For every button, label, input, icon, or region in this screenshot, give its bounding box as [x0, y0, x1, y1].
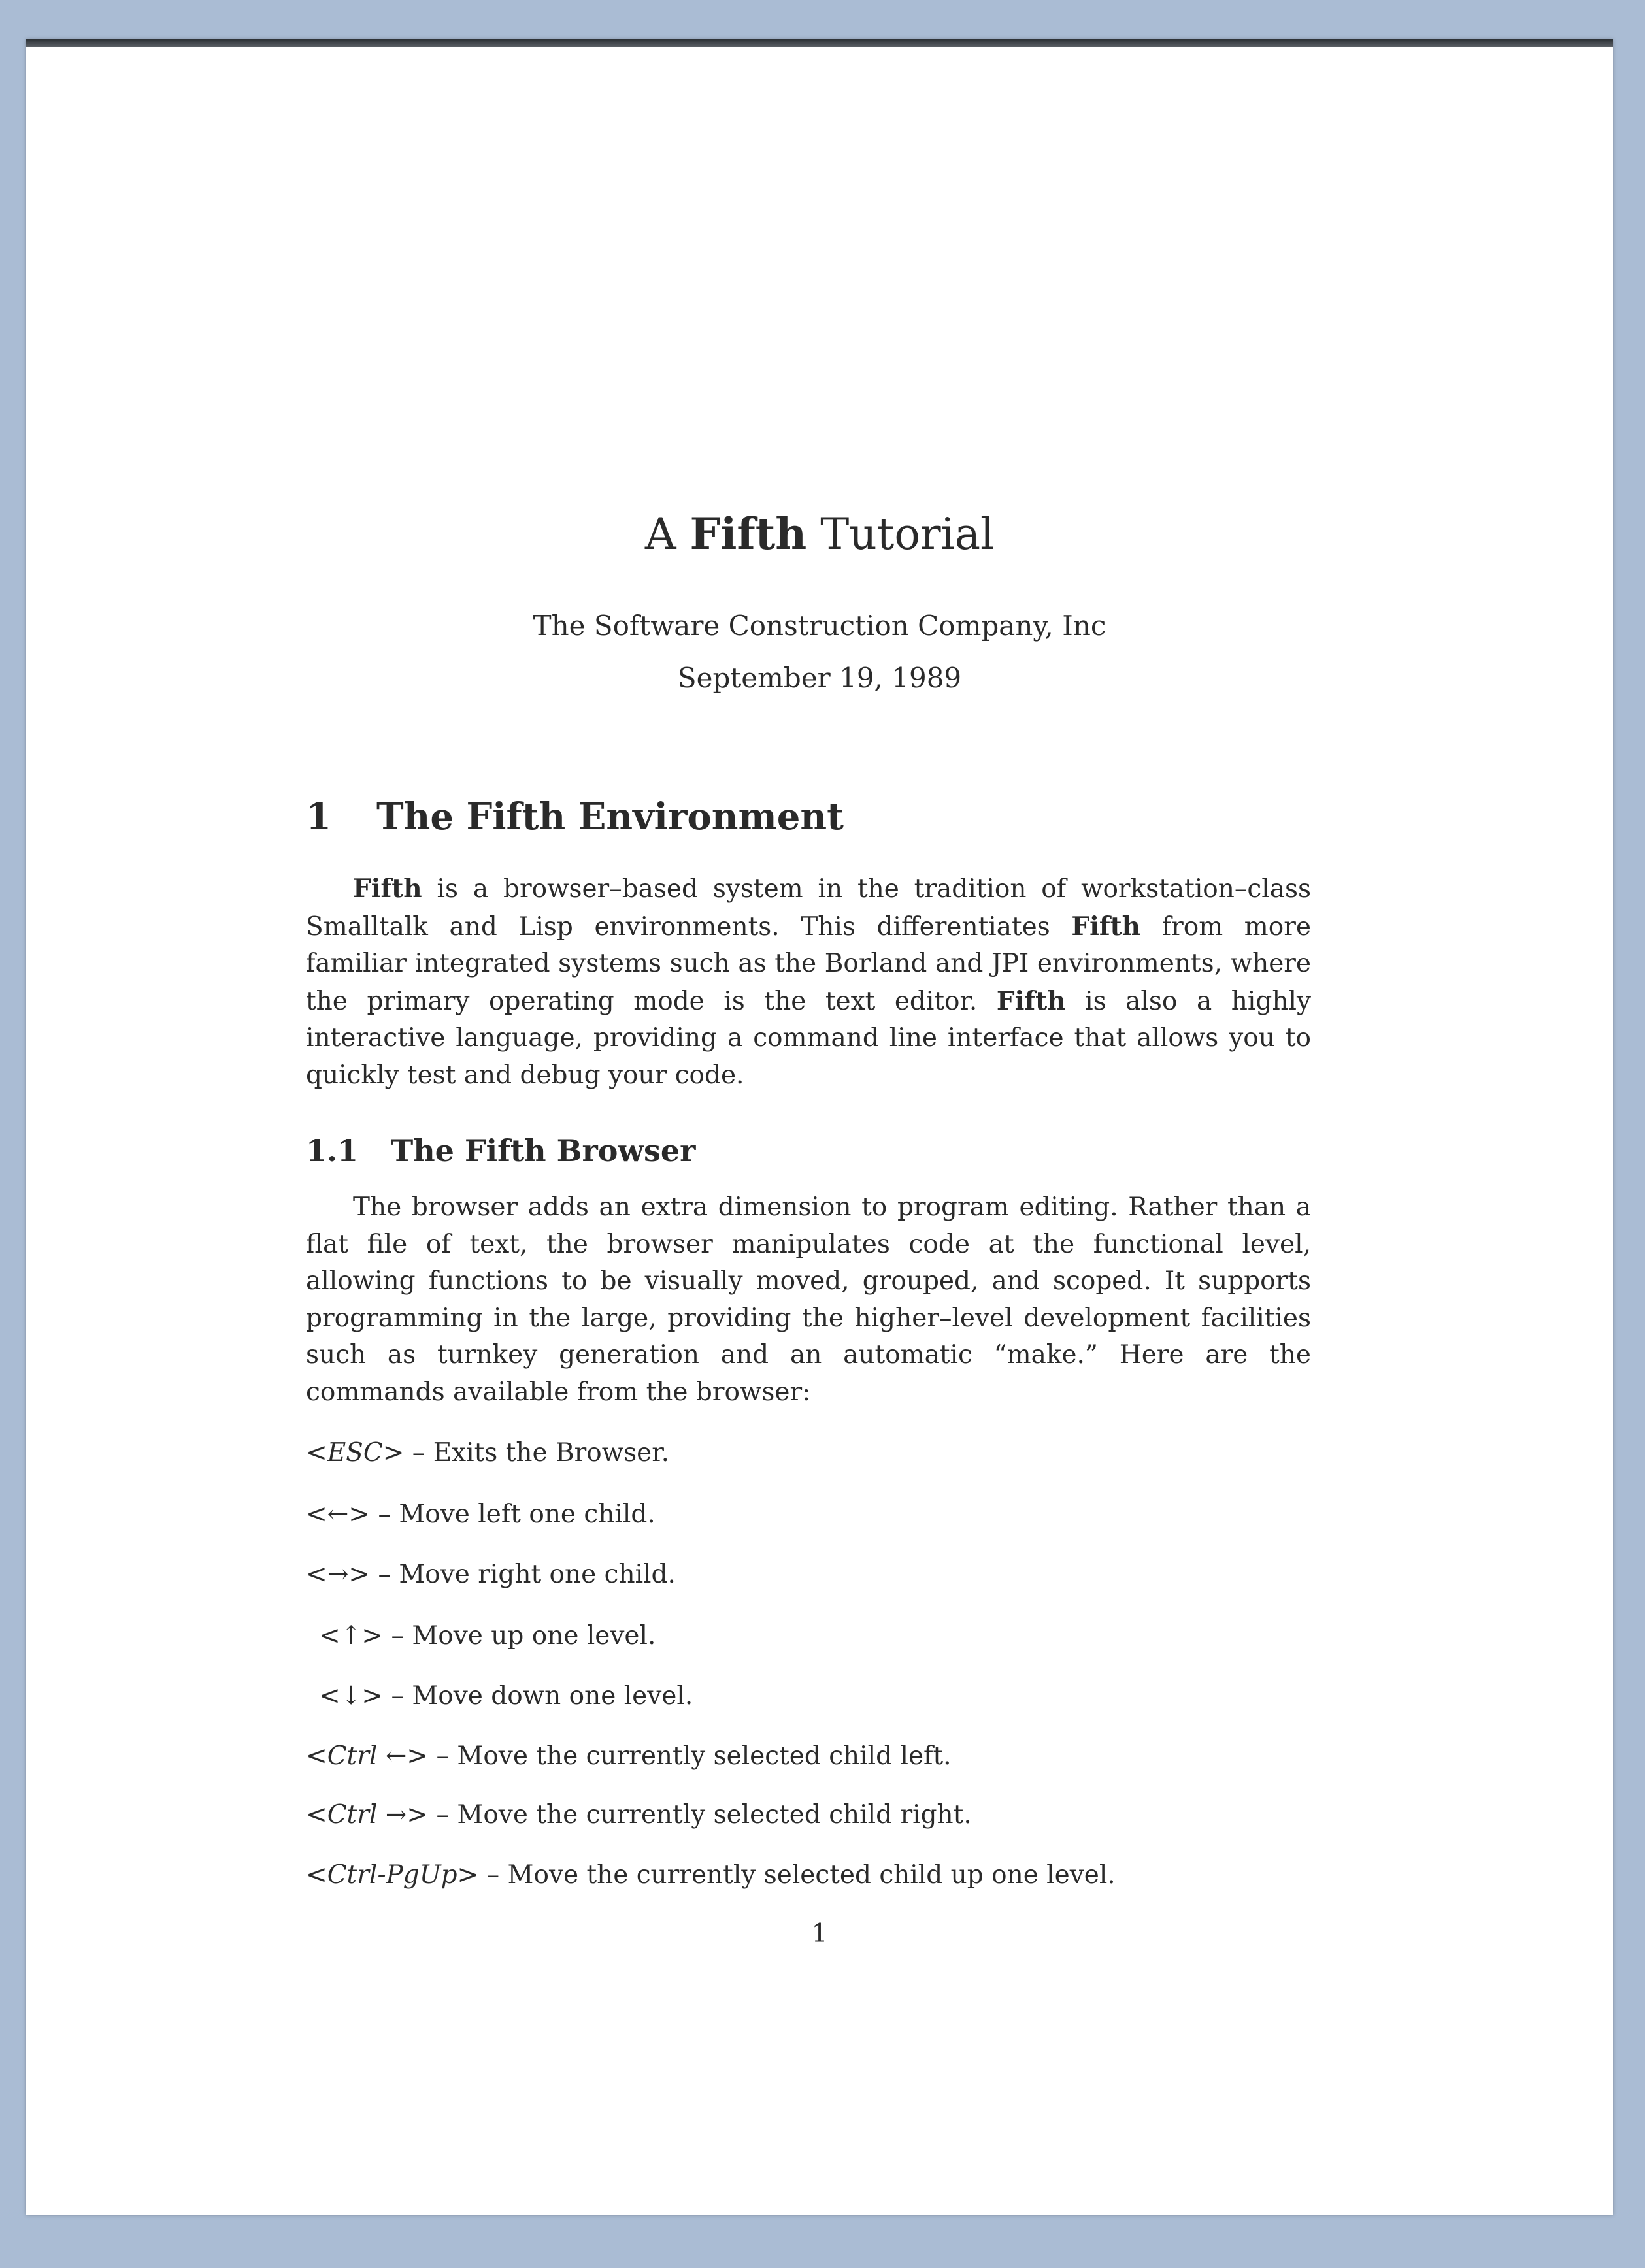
fifth-term: Fifth — [1071, 911, 1141, 942]
command-description: – Exits the Browser. — [404, 1438, 670, 1468]
command-key: ESC — [327, 1438, 383, 1468]
fifth-term: Fifth — [353, 874, 422, 904]
angle-close: > — [361, 1681, 384, 1711]
document-date: September 19, 1989 — [677, 662, 962, 694]
angle-open: < — [319, 1621, 341, 1651]
command-item — [319, 1678, 693, 1715]
section-1-heading — [306, 791, 844, 843]
page-top-edge — [26, 39, 1613, 47]
angle-open: < — [306, 1560, 327, 1589]
angle-open: < — [306, 1800, 327, 1830]
command-description: – Move the currently selected child up one level. — [478, 1860, 1116, 1890]
command-description: – Move left one child. — [370, 1500, 656, 1529]
title-suffix: Tutorial — [820, 509, 995, 559]
left-arrow-icon: ← — [327, 1500, 349, 1529]
command-item — [319, 1618, 656, 1654]
section-1-1-heading — [306, 1129, 695, 1172]
document-title — [26, 504, 1613, 564]
angle-close: > — [382, 1438, 405, 1468]
document-organization: The Software Construction Company, Inc — [533, 610, 1106, 642]
command-description: – Move the currently selected child right. — [428, 1800, 972, 1830]
fifth-term: Fifth — [996, 985, 1066, 1016]
page-number: 1 — [811, 1919, 828, 1948]
command-item — [306, 1857, 1116, 1894]
command-description: – Move up one level. — [383, 1621, 656, 1651]
command-description: – Move down one level. — [383, 1681, 693, 1711]
title-prefix: A — [644, 509, 676, 559]
section-1-1-paragraph: The browser adds an extra dimension to program editing. Rather than a flat file of text, the browser manipulates code at the functional level, allowing functions to be visually moved, grouped, and scoped. It supports programming in the large, providing the higher–level development facilities such as turnkey generation and an automatic “make.” Here are the commands available from the browser: — [306, 1192, 1311, 1407]
angle-open: < — [306, 1500, 327, 1529]
command-description: – Move right one child. — [370, 1560, 676, 1589]
command-item — [306, 1496, 656, 1533]
section-1-title: The Fifth Environment — [376, 795, 844, 838]
command-key: Ctrl ← — [327, 1741, 407, 1771]
section-1-1-title: The Fifth Browser — [391, 1133, 696, 1168]
command-key: Ctrl → — [327, 1800, 407, 1830]
angle-close: > — [407, 1741, 429, 1771]
angle-close: > — [361, 1621, 384, 1651]
command-item — [306, 1556, 676, 1593]
angle-open: < — [306, 1860, 327, 1890]
angle-close: > — [457, 1860, 479, 1890]
angle-open: < — [319, 1681, 341, 1711]
angle-close: > — [407, 1800, 429, 1830]
section-1-number: 1 — [306, 795, 331, 838]
section-1-1-number: 1.1 — [306, 1133, 359, 1168]
command-description: – Move the currently selected child left. — [428, 1741, 952, 1771]
angle-close: > — [348, 1500, 371, 1529]
down-arrow-icon: ↓ — [340, 1681, 362, 1711]
command-item — [306, 1797, 972, 1833]
command-item — [306, 1738, 952, 1775]
document-page — [26, 39, 1613, 2215]
right-arrow-icon: → — [327, 1560, 349, 1589]
para-text: is a browser–based system in the tradition of workstation–class Smalltalk and Lisp environments. This differentiates — [306, 874, 1311, 942]
up-arrow-icon: ↑ — [340, 1621, 362, 1651]
para-text: from more familiar integrated systems such as the Borland and JPI environments, where the primary operating mode is the text editor. — [306, 912, 1311, 1016]
command-item — [306, 1435, 669, 1471]
angle-open: < — [306, 1741, 327, 1771]
angle-close: > — [348, 1560, 371, 1589]
angle-open: < — [306, 1438, 327, 1468]
para-text: is also a highly interactive language, providing a command line interface that allows you to quickly test and debug your code. — [306, 986, 1311, 1090]
section-1-paragraph — [306, 870, 1311, 1094]
command-key: Ctrl-PgUp — [327, 1860, 457, 1890]
title-bold-word: Fifth — [690, 508, 807, 559]
